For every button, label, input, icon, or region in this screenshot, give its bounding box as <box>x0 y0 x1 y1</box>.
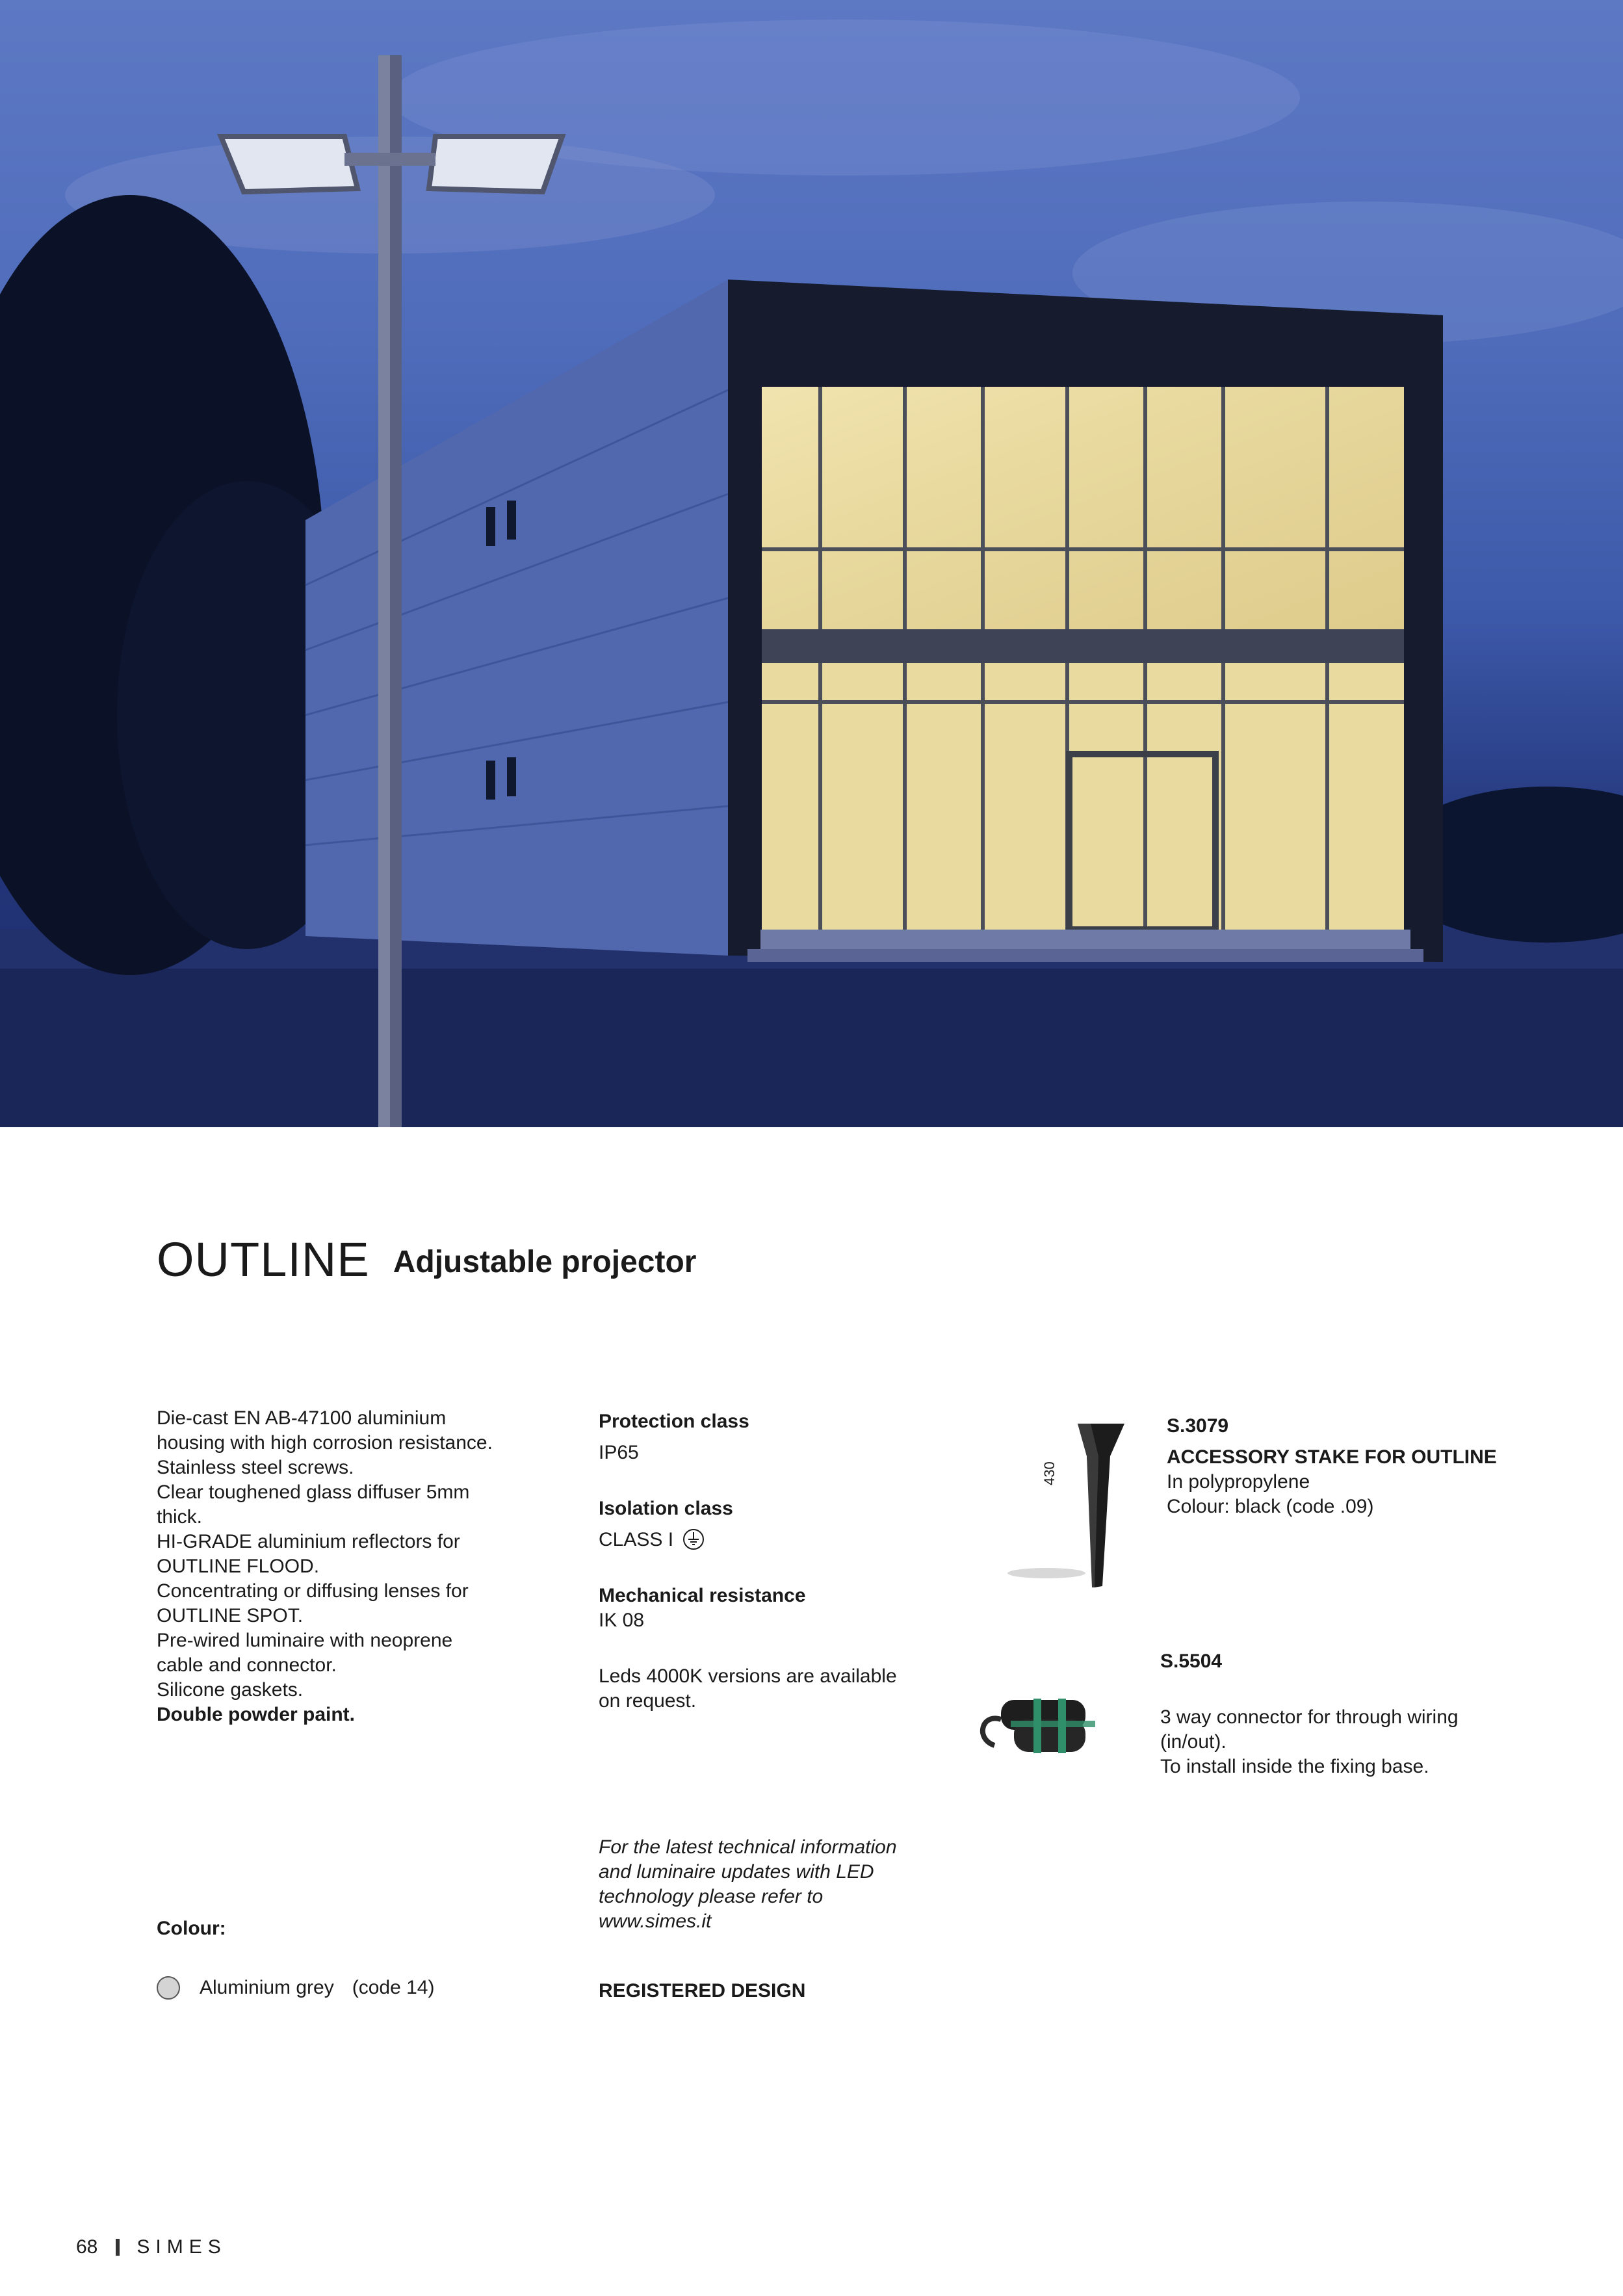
earth-ground-icon <box>682 1528 705 1550</box>
note-link[interactable]: www.simes.it <box>599 1911 712 1932</box>
product-title <box>157 1232 696 1287</box>
description-line: housing with high corrosion resistance. <box>157 1432 493 1454</box>
note-line: and luminaire updates with LED <box>599 1861 874 1883</box>
description-line: OUTLINE FLOOD. <box>157 1556 320 1577</box>
colour-code: (code 14) <box>352 1977 435 1998</box>
mechanical-resistance-label: Mechanical resistance <box>599 1585 806 1606</box>
protection-class-label: Protection class <box>599 1411 749 1432</box>
description-line: Die-cast EN AB-47100 aluminium <box>157 1407 447 1429</box>
building-night-photo-icon <box>0 0 1623 1127</box>
note-line: For the latest technical information <box>599 1836 897 1858</box>
accessory-connector-block <box>1160 1649 1550 1779</box>
accessory-stake-material: In polypropylene <box>1167 1471 1310 1493</box>
description-line: Pre-wired luminaire with neoprene <box>157 1630 453 1651</box>
hero-photo <box>0 0 1623 1127</box>
accessory-stake-colour: Colour: black (code .09) <box>1167 1496 1374 1517</box>
accessory-stake-code: S.3079 <box>1167 1415 1229 1437</box>
protection-class-value: IP65 <box>599 1442 639 1463</box>
description-block <box>157 1406 547 1727</box>
footer-separator <box>116 2239 120 2256</box>
colour-option <box>157 1976 434 2000</box>
colour-label: Colour: <box>157 1918 226 1939</box>
description-line: Clear toughened glass diffuser 5mm <box>157 1481 470 1503</box>
brand-name: SIMES <box>136 2236 227 2258</box>
accessory-stake-block <box>1167 1414 1557 1519</box>
technical-info-note <box>599 1835 950 1934</box>
description-line: Silicone gaskets. <box>157 1679 304 1701</box>
stake-dimension: 430 <box>1041 1461 1058 1485</box>
description-line: cable and connector. <box>157 1654 337 1676</box>
colour-name: Aluminium grey <box>200 1977 334 1998</box>
colour-swatch <box>157 1976 180 2000</box>
accessory-connector-line: 3 way connector for through wiring <box>1160 1706 1459 1728</box>
accessory-stake-name: ACCESSORY STAKE FOR OUTLINE <box>1167 1446 1497 1468</box>
description-bold-line: Double powder paint. <box>157 1704 355 1725</box>
isolation-class-value: CLASS I <box>599 1529 674 1550</box>
connector-icon <box>975 1674 1105 1765</box>
isolation-class-row <box>599 1528 963 1552</box>
accessory-connector-line: (in/out). <box>1160 1731 1227 1753</box>
note-line: technology please refer to <box>599 1886 824 1907</box>
product-name: OUTLINE <box>157 1233 370 1286</box>
description-line: Concentrating or diffusing lenses for <box>157 1580 469 1602</box>
page-footer <box>76 2236 227 2258</box>
accessory-connector-line: To install inside the fixing base. <box>1160 1756 1429 1777</box>
description-line: HI-GRADE aluminium reflectors for <box>157 1531 460 1552</box>
description-line: thick. <box>157 1506 203 1528</box>
product-subtitle: Adjustable projector <box>393 1245 697 1279</box>
leds-note-line: on request. <box>599 1690 697 1712</box>
mechanical-resistance-value: IK 08 <box>599 1610 645 1631</box>
specs-block <box>599 1409 963 1714</box>
leds-note-line: Leds 4000K versions are available <box>599 1665 897 1687</box>
description-line: OUTLINE SPOT. <box>157 1605 304 1626</box>
isolation-class-label: Isolation class <box>599 1498 733 1519</box>
registered-design-label: REGISTERED DESIGN <box>599 1980 806 2002</box>
description-line: Stainless steel screws. <box>157 1457 354 1478</box>
page-number: 68 <box>76 2236 98 2258</box>
stake-icon <box>1001 1417 1144 1599</box>
accessory-connector-code: S.5504 <box>1160 1650 1223 1672</box>
